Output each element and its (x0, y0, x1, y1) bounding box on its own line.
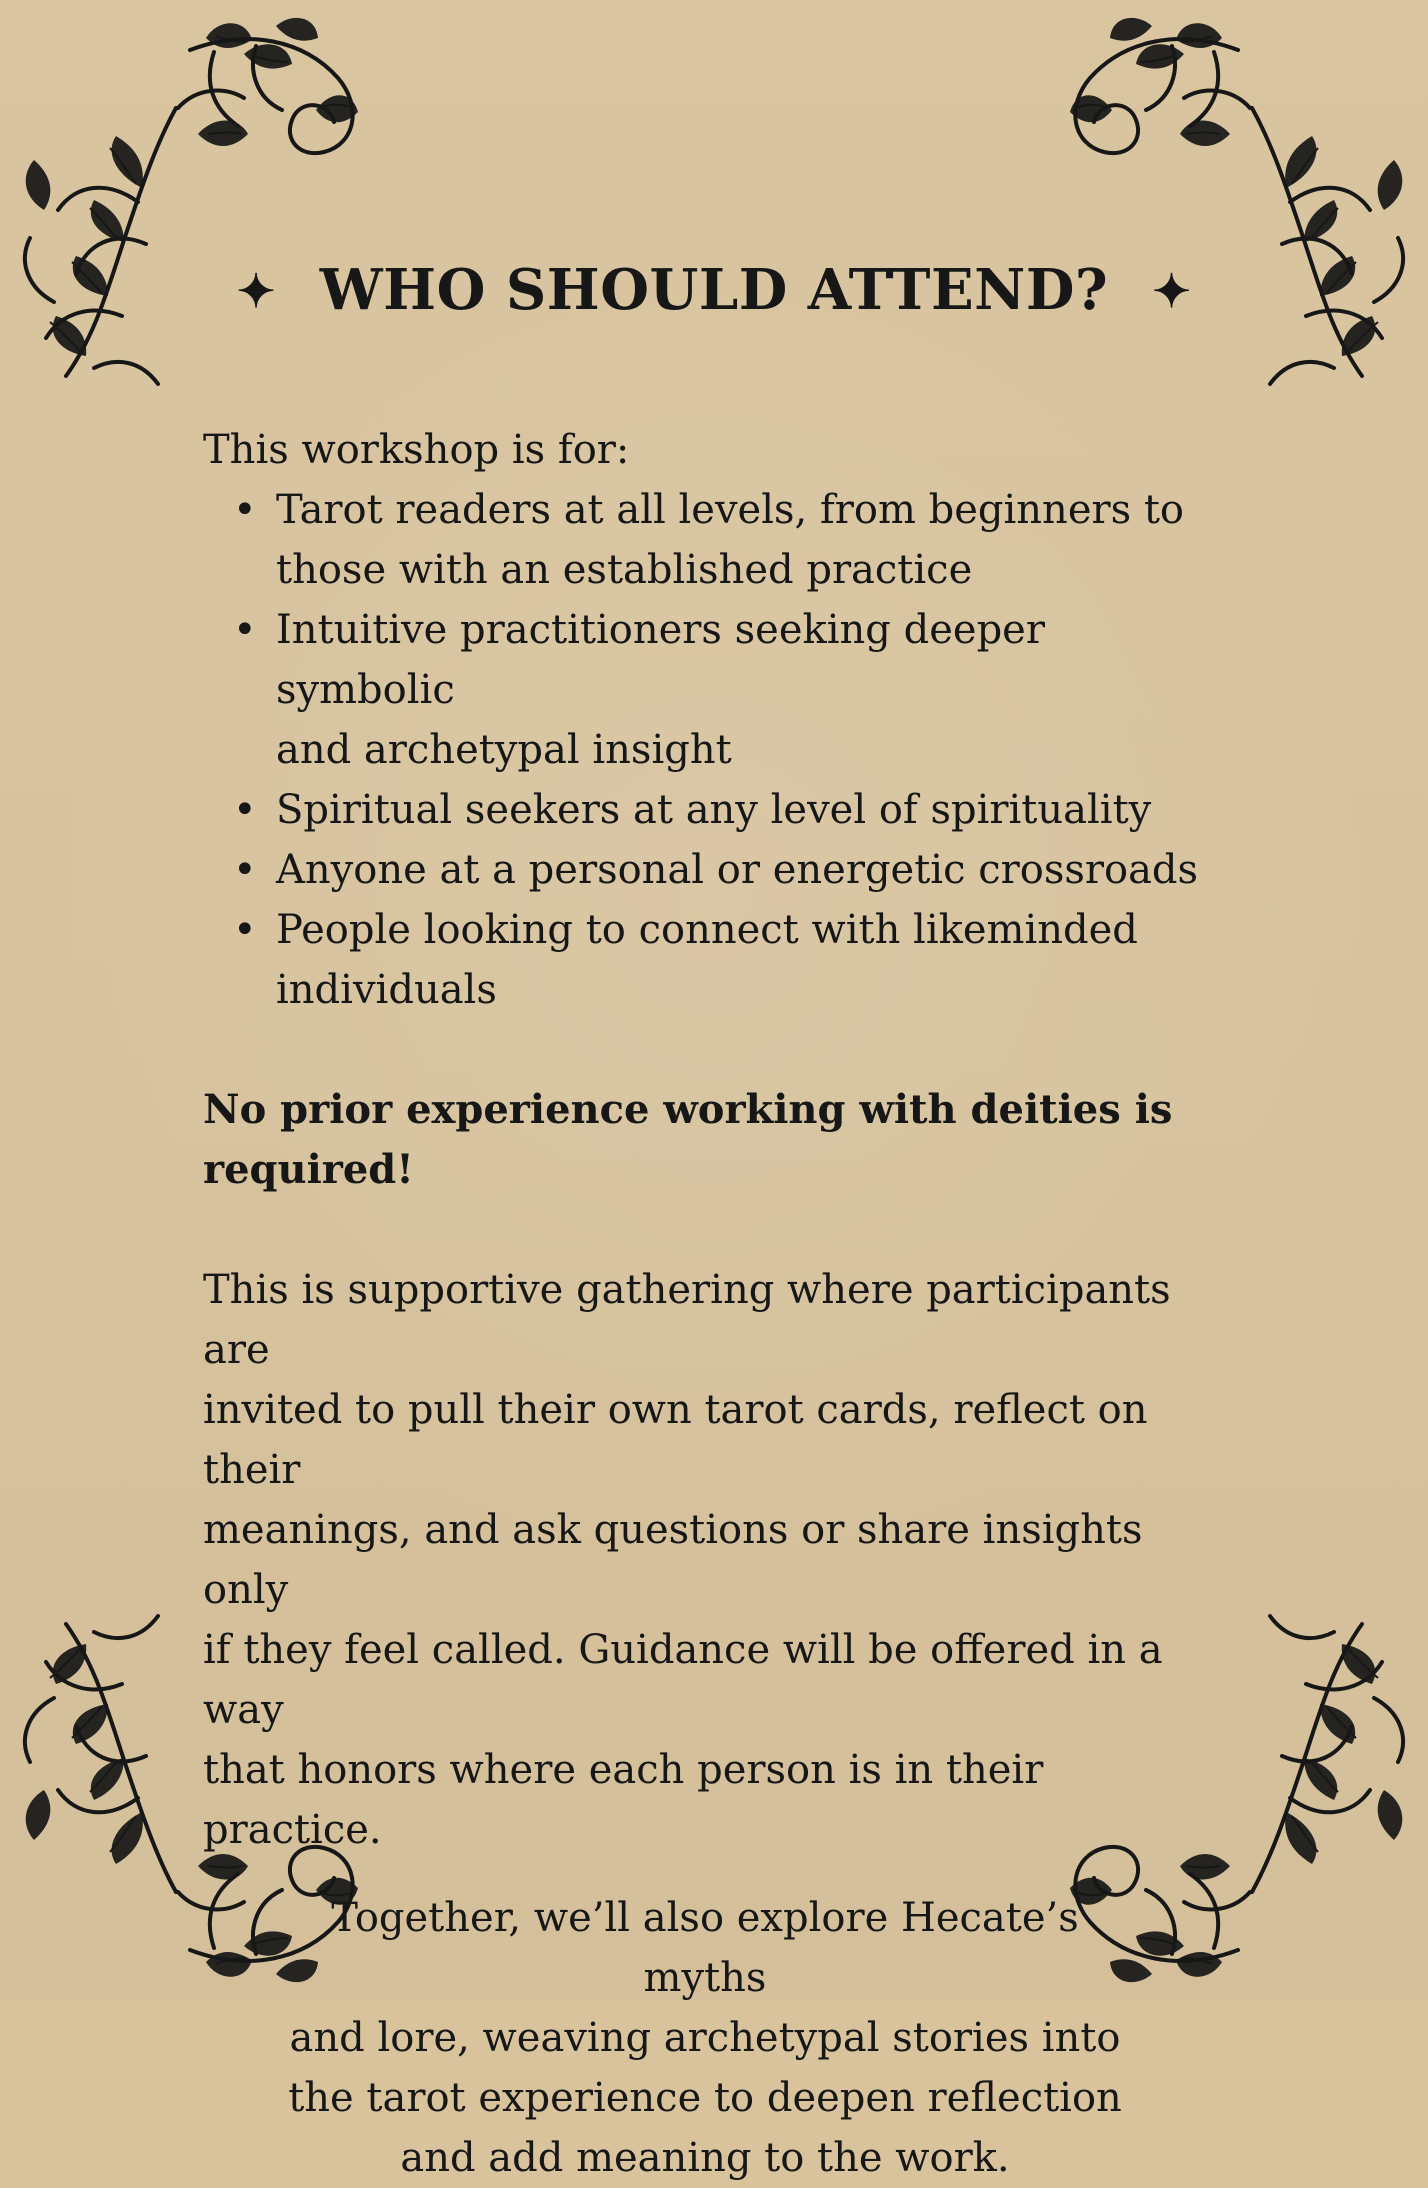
list-item (203, 480, 1233, 600)
list-item (203, 600, 1233, 780)
closing-line: the tarot experience to deepen reflection (288, 2075, 1122, 2121)
bullet-icon: • (233, 847, 257, 893)
paragraph-line: meanings, and ask questions or share insights only (203, 1507, 1143, 1613)
floral-ornament-top-right-icon (988, 0, 1428, 420)
list-item-line: Spiritual seekers at any level of spirituality (276, 787, 1152, 833)
paragraph-line: that honors where each person is in their practice. (203, 1747, 1044, 1853)
experience-note (203, 1080, 1203, 1200)
sparkle-star-icon: ✦ (236, 264, 276, 318)
list-item-line: and archetypal insight (276, 727, 732, 773)
list-item-line: People looking to connect with likeminded (276, 907, 1138, 953)
list-item (203, 900, 1233, 1020)
list-item-line: individuals (276, 967, 497, 1013)
audience-list (203, 480, 1233, 1020)
closing-line: and lore, weaving archetypal stories into (289, 2015, 1121, 2061)
paragraph-line: invited to pull their own tarot cards, reflect on their (203, 1387, 1148, 1493)
paragraph-line: if they feel called. Guidance will be offered in a way (203, 1627, 1163, 1733)
note-line: required! (203, 1146, 414, 1193)
list-item-line: those with an established practice (276, 547, 973, 593)
bullet-icon: • (233, 787, 257, 833)
note-line: No prior experience working with deities is (203, 1086, 1173, 1133)
title-text: WHO SHOULD ATTEND? (319, 257, 1109, 323)
list-item-line: Anyone at a personal or energetic crossroads (276, 847, 1199, 893)
closing-line: and add meaning to the work. (400, 2135, 1010, 2181)
supportive-gathering-paragraph (203, 1260, 1233, 1860)
bullet-icon: • (233, 907, 257, 953)
sparkle-star-icon: ✦ (1152, 264, 1192, 318)
bullet-icon: • (233, 607, 257, 653)
list-item (203, 780, 1233, 840)
closing-line: Together, we’ll also explore Hecate’s myths (331, 1895, 1079, 2001)
page-title (0, 257, 1428, 323)
paragraph-line: This is supportive gathering where participants are (203, 1267, 1171, 1373)
main-content (203, 420, 1233, 2188)
floral-ornament-top-left-icon (0, 0, 440, 420)
list-item-line: Tarot readers at all levels, from beginners to (276, 487, 1185, 533)
closing-paragraph (265, 1888, 1145, 2188)
list-item-line: Intuitive practitioners seeking deeper symbolic (276, 607, 1045, 713)
list-item (203, 840, 1233, 900)
bullet-icon: • (233, 487, 257, 533)
intro-text: This workshop is for: (203, 427, 630, 473)
